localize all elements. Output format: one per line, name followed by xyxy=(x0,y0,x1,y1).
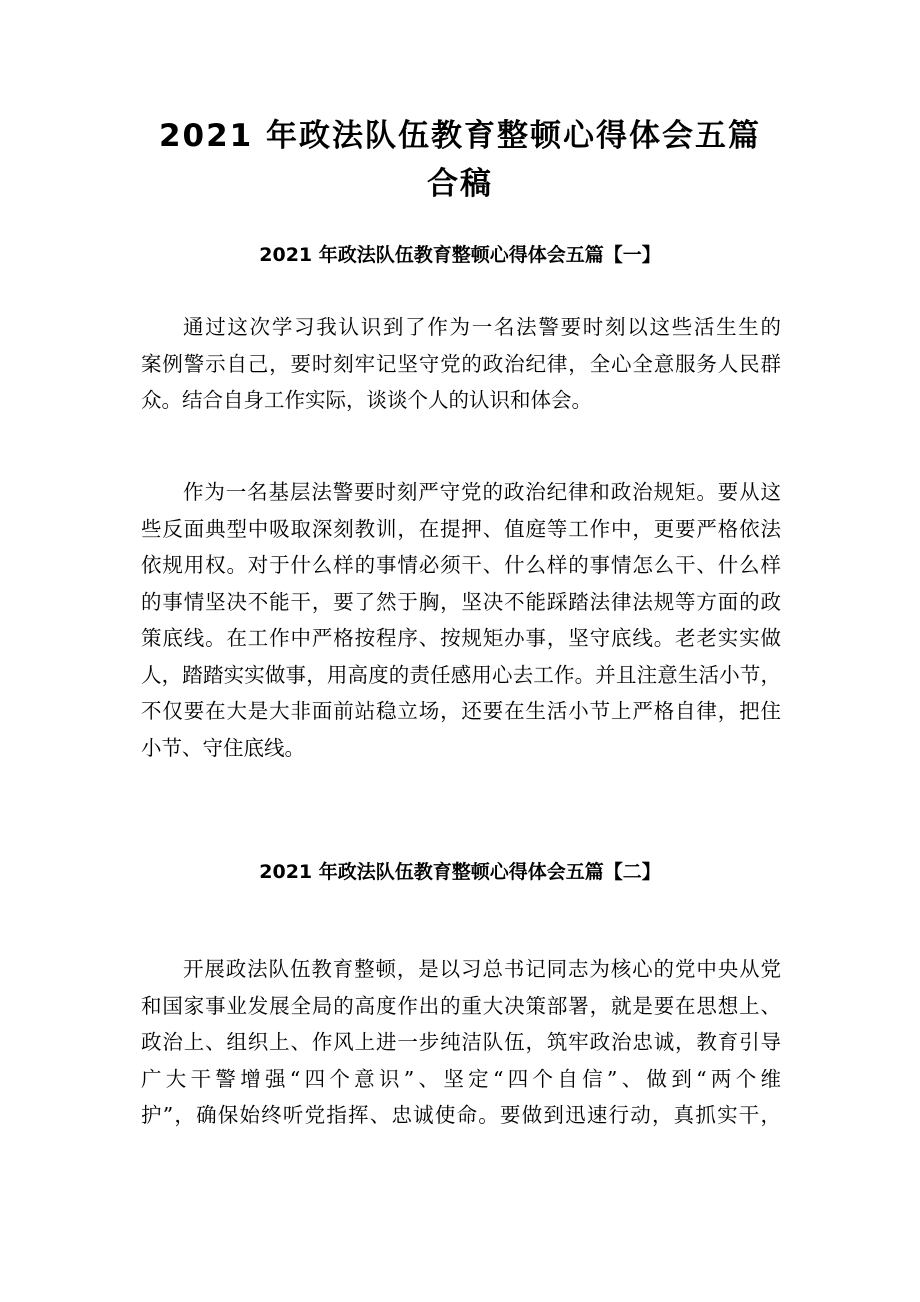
paragraph-line: 通过这次学习我认识到了作为一名法警要时刻以这些活生生的 xyxy=(183,315,781,339)
paragraph-line: 些反面典型中吸取深刻教训，在提押、值庭等工作中，更要严格依法 xyxy=(141,516,781,541)
paragraph-line: 开展政法队伍教育整顿，是以习总书记同志为核心的党中央从党 xyxy=(183,957,781,981)
paragraph-line: 案例警示自己，要时刻牢记坚守党的政治纪律，全心全意服务人民群 xyxy=(141,351,781,376)
paragraph-2 xyxy=(141,474,781,766)
paragraph-line: 作为一名基层法警要时刻严守党的政治纪律和政治规矩。要从这 xyxy=(183,480,781,504)
section-heading-1: 2021 年政法队伍教育整顿心得体会五篇【一】 xyxy=(259,244,661,266)
paragraph-line: 策底线。在工作中严格按程序、按规矩办事，坚守底线。老老实实做 xyxy=(141,626,781,650)
section-heading-2: 2021 年政法队伍教育整顿心得体会五篇【二】 xyxy=(259,861,661,883)
paragraph-line: 人，踏踏实实做事，用高度的责任感用心去工作。并且注意生活小节， xyxy=(141,662,781,687)
paragraph-line: 众。结合自身工作实际，谈谈个人的认识和体会。 xyxy=(141,388,592,412)
paragraph-line: 不仅要在大是大非面前站稳立场，还要在生活小节上严格自律，把住 xyxy=(141,699,781,723)
paragraph-line: 小节、守住底线。 xyxy=(141,735,305,760)
paragraph-line: 护”，确保始终听党指挥、忠诚使命。要做到迅速行动，真抓实干， xyxy=(141,1103,781,1127)
paragraph-1 xyxy=(141,309,781,419)
paragraph-line: 和国家事业发展全局的高度作出的重大决策部署，就是要在思想上、 xyxy=(141,993,781,1018)
document-title-line-1: 2021 年政法队伍教育整顿心得体会五篇 xyxy=(158,118,762,154)
document-title-line-2: 合稿 xyxy=(427,166,493,202)
paragraph-3 xyxy=(141,951,781,1134)
paragraph-line: 的事情坚决不能干，要了然于胸，坚决不能踩踏法律法规等方面的政 xyxy=(141,589,781,614)
paragraph-line: 政治上、组织上、作风上进一步纯洁队伍，筑牢政治忠诚，教育引导 xyxy=(141,1030,781,1054)
paragraph-line: 依规用权。对于什么样的事情必须干、什么样的事情怎么干、什么样 xyxy=(141,553,781,577)
paragraph-line: 广大干警增强“四个意识”、坚定“四个自信”、做到“两个维 xyxy=(141,1066,781,1091)
